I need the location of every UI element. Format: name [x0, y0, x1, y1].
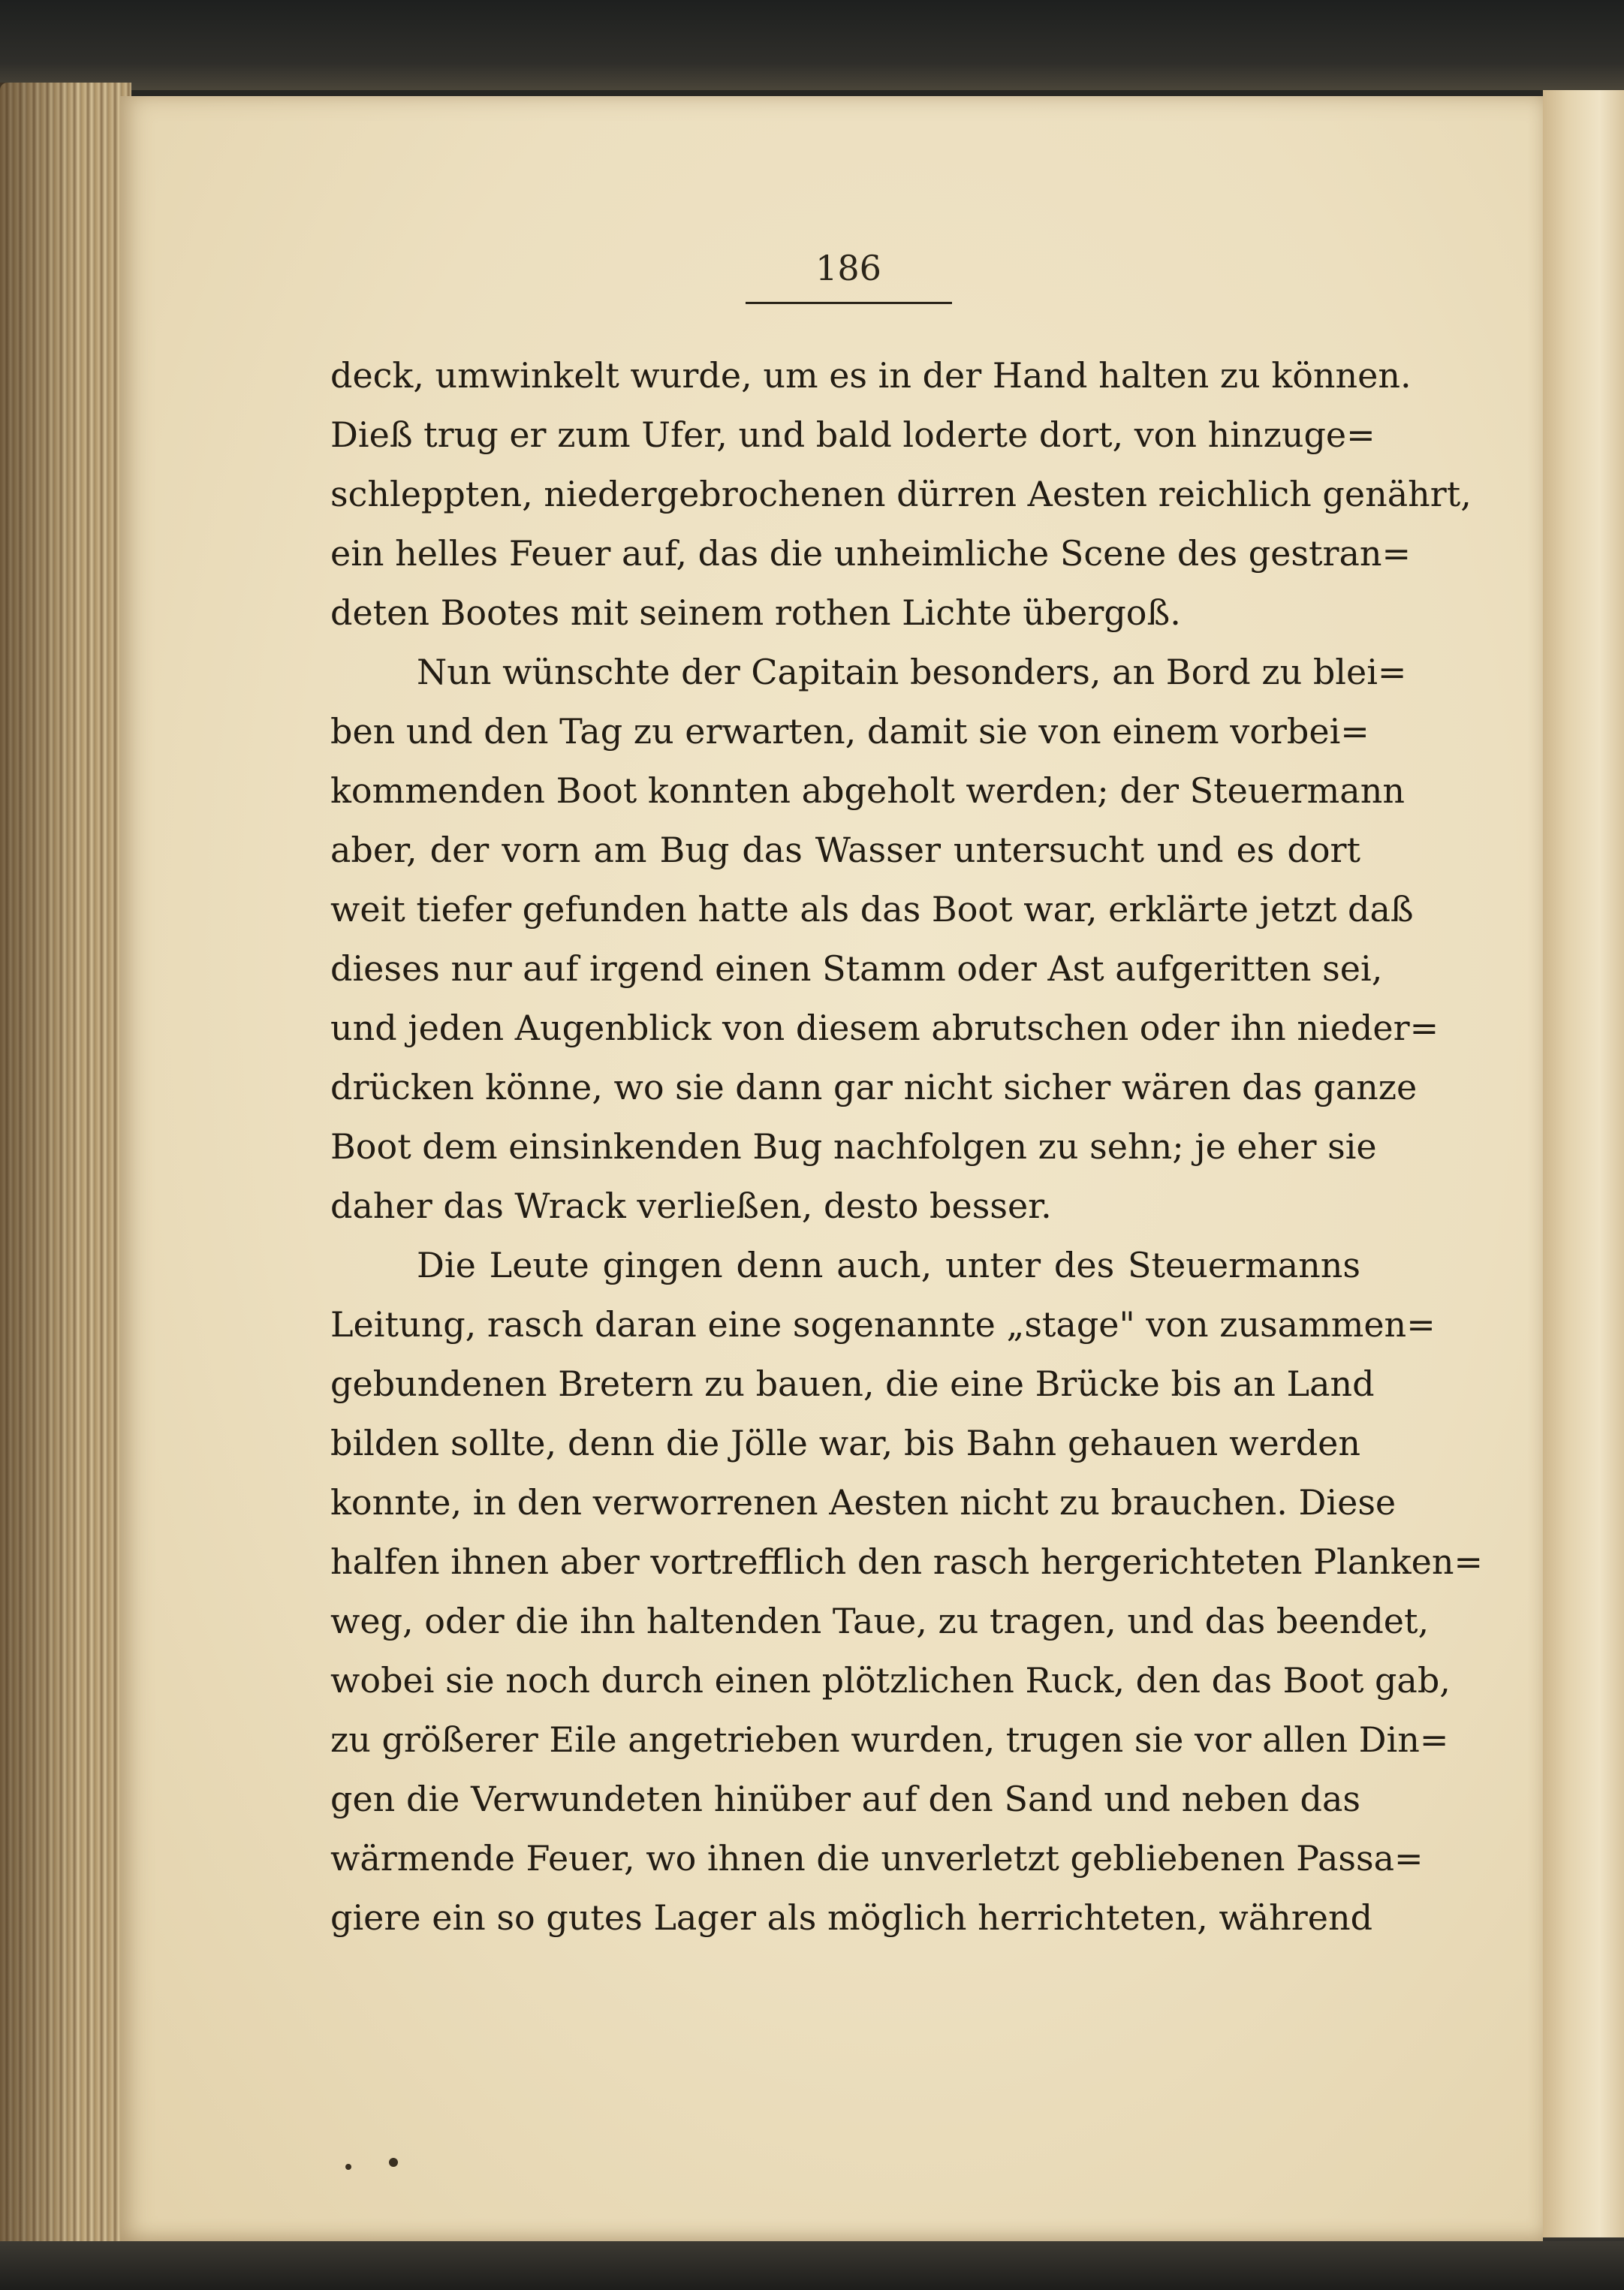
text-line: konnte, in den verworrenen Aesten nicht zu brauchen. Diese [330, 1482, 1397, 1523]
text-line: deten Bootes mit seinem rothen Lichte übergoß. [330, 592, 1181, 633]
text-line: Die Leute gingen denn auch, unter des Steuermanns [417, 1245, 1360, 1285]
text-line: deck, umwinkelt wurde, um es in der Hand halten zu können. [330, 355, 1412, 396]
text-line: wärmende Feuer, wo ihnen die unverletzt gebliebenen Passa= [330, 1838, 1424, 1879]
text-line: kommenden Boot konnten abgeholt werden; der Steuermann [330, 770, 1405, 811]
page-edge-right [1543, 90, 1624, 2237]
text-line: gebundenen Bretern zu bauen, die eine Brücke bis an Land [330, 1363, 1375, 1404]
page-number: 186 [815, 248, 881, 288]
header-rule [746, 302, 952, 304]
text-line: zu größerer Eile angetrieben wurden, trugen sie vor allen Din= [330, 1719, 1449, 1760]
text-line: drücken könne, wo sie dann gar nicht sicher wären das ganze [330, 1067, 1418, 1107]
text-line: weg, oder die ihn haltenden Taue, zu tragen, und das beendet, [330, 1601, 1430, 1641]
text-line: ben und den Tag zu erwarten, damit sie von einem vorbei= [330, 711, 1369, 752]
text-line: gen die Verwundeten hinüber auf den Sand und neben das [330, 1779, 1360, 1819]
text-line: daher das Wrack verließen, desto besser. [330, 1186, 1052, 1226]
text-line: schleppten, niedergebrochenen dürren Aesten reichlich genährt, [330, 474, 1472, 514]
text-line: wobei sie noch durch einen plötzlichen Ruck, den das Boot gab, [330, 1660, 1451, 1701]
text-line: dieses nur auf irgend einen Stamm oder Ast aufgeritten sei, [330, 948, 1383, 989]
text-line: und jeden Augenblick von diesem abrutschen oder ihn nieder= [330, 1008, 1439, 1048]
book-bottom-edge [0, 2241, 1624, 2290]
text-line: bilden sollte, denn die Jölle war, bis Bahn gehauen werden [330, 1423, 1360, 1463]
text-line: Nun wünschte der Capitain besonders, an Bord zu blei= [417, 652, 1407, 692]
text-line: giere ein so gutes Lager als möglich herrichteten, während [330, 1897, 1373, 1938]
book-binding [0, 0, 1624, 90]
text-line: Boot dem einsinkenden Bug nachfolgen zu sehn; je eher sie [330, 1126, 1377, 1167]
text-line: Dieß trug er zum Ufer, und bald loderte dort, von hinzuge= [330, 414, 1375, 455]
text-line: halfen ihnen aber vortrefflich den rasch hergerichteten Planken= [330, 1541, 1484, 1582]
text-line: weit tiefer gefunden hatte als das Boot war, erklärte jetzt daß [330, 889, 1414, 930]
text-line: ein helles Feuer auf, das die unheimliche Scene des gestran= [330, 533, 1412, 574]
page-edges-left [0, 83, 131, 2260]
ink-speck [345, 2164, 351, 2170]
text-line: Leitung, rasch daran eine sogenannte „stage" von zusammen= [330, 1304, 1436, 1345]
ink-speck [389, 2158, 398, 2167]
text-line: aber, der vorn am Bug das Wasser untersucht und es dort [330, 830, 1360, 870]
